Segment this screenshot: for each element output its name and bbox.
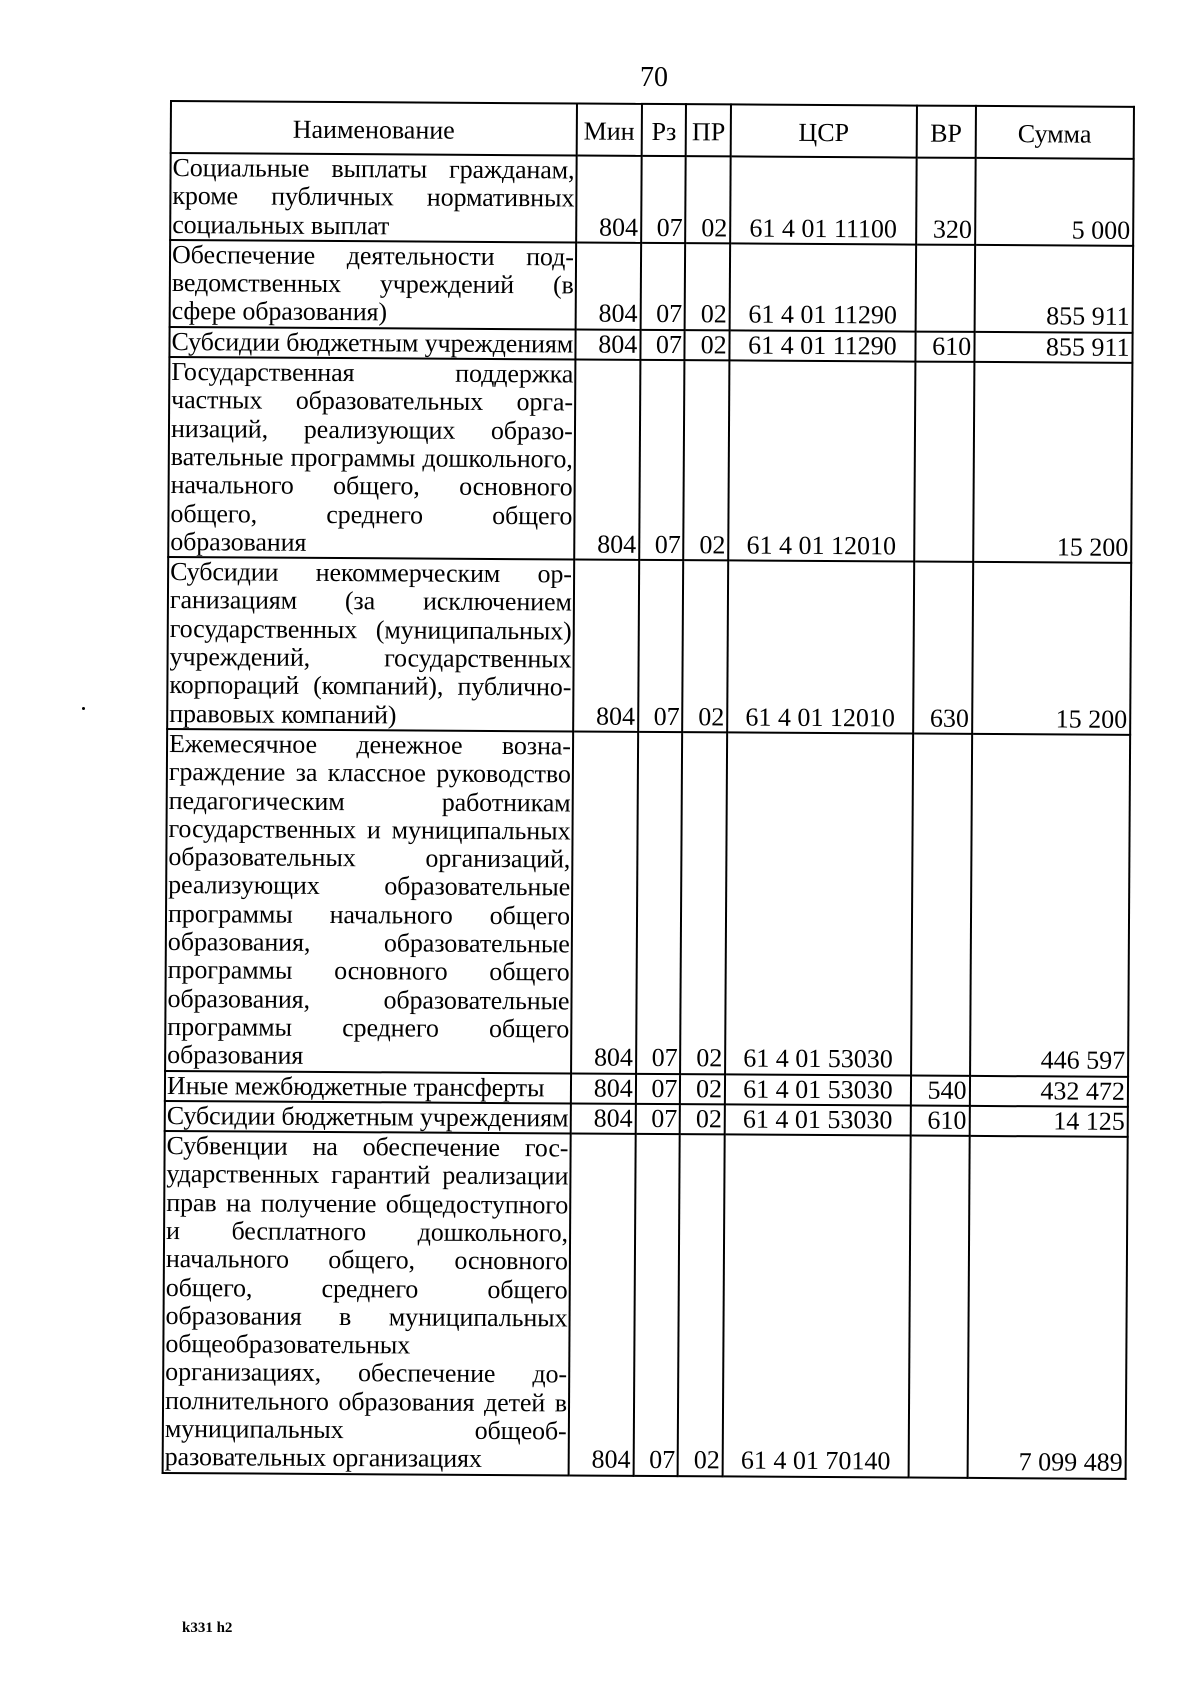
table-body [163, 153, 1134, 1479]
row-pr: 02 [685, 330, 730, 361]
row-vr [915, 244, 974, 331]
row-csr: 61 4 01 70140 [723, 1135, 911, 1478]
row-vr [908, 1136, 969, 1478]
row-pr: 02 [685, 243, 730, 330]
header-name: Наименование [171, 101, 577, 155]
header-rz: Рз [641, 104, 686, 156]
table-row [168, 357, 1132, 563]
row-sum: 855 911 [974, 245, 1133, 333]
row-pr: 02 [680, 1074, 725, 1105]
header-pr: ПР [686, 104, 731, 156]
header-vr: ВР [916, 106, 975, 158]
row-min: 804 [571, 1073, 636, 1104]
row-rz: 07 [640, 243, 685, 330]
row-csr: 61 4 01 11100 [730, 156, 916, 244]
scan-speck [82, 707, 85, 710]
header-min: Мин [577, 103, 642, 155]
row-min: 804 [576, 155, 641, 242]
page-number: 70 [640, 62, 668, 93]
row-pr: 02 [681, 732, 728, 1074]
header-csr: ЦСР [731, 104, 917, 157]
document-code: k331 h2 [182, 1620, 233, 1636]
row-sum: 855 911 [974, 332, 1133, 363]
row-min: 804 [571, 1103, 636, 1134]
row-csr: 61 4 01 11290 [730, 243, 916, 331]
row-rz: 07 [636, 1073, 681, 1104]
table-row [170, 240, 1134, 333]
row-min: 804 [575, 329, 640, 360]
row-min: 804 [575, 242, 640, 329]
table-row [167, 557, 1131, 735]
row-rz: 07 [638, 560, 684, 732]
row-name: Иные межбюджетные трансферты [165, 1070, 571, 1103]
row-name: Субсидии некоммерческим организациям (за исключением государственных (муниципальных) учреждений, государственных корпораций (компаний), публично-правовых компаний) [167, 557, 574, 731]
row-vr: 610 [910, 1105, 969, 1136]
table-row [170, 153, 1134, 246]
row-name: Субвенции на обеспечение государственных гарантий реализации прав на получение общедоступного и бесплатного дошкольного, начального общего, основного общего, среднего общего образования в муниципальных общеобразовательных организациях, обеспечение дополнительного образования детей в муниципальных общеобразовательных организациях [163, 1131, 571, 1475]
row-rz: 07 [639, 360, 685, 560]
row-name: Государственная поддержка частных образовательных организаций, реализующих образовательные программы дошкольного, начального общего, основного общего, среднего общего образования [168, 357, 575, 560]
row-min: 804 [573, 560, 639, 732]
row-rz: 07 [640, 330, 685, 361]
row-csr: 61 4 01 53030 [725, 732, 913, 1075]
row-pr: 02 [680, 1104, 725, 1135]
row-vr [911, 733, 972, 1075]
row-min: 804 [574, 360, 640, 560]
budget-table [162, 100, 1135, 1480]
row-vr [914, 362, 974, 562]
table-header [171, 101, 1134, 159]
row-csr: 61 4 01 12010 [727, 561, 914, 734]
row-rz: 07 [641, 156, 686, 243]
row-sum: 446 597 [970, 734, 1130, 1077]
row-pr: 02 [678, 1134, 725, 1476]
row-vr: 630 [913, 562, 973, 734]
row-vr: 320 [916, 158, 975, 245]
row-csr: 61 4 01 11290 [730, 330, 916, 361]
row-name: Субсидии бюджетным учреждениям [169, 327, 575, 360]
row-vr: 540 [911, 1075, 970, 1106]
row-min: 804 [568, 1134, 635, 1476]
header-row [171, 101, 1134, 159]
table-row [163, 1131, 1128, 1478]
row-sum: 432 472 [970, 1075, 1129, 1106]
row-csr: 61 4 01 12010 [728, 361, 915, 562]
row-name: Субсидии бюджетным учреждениям [165, 1101, 571, 1134]
row-rz: 07 [636, 732, 683, 1074]
row-sum: 15 200 [972, 562, 1131, 735]
row-rz: 07 [636, 1104, 681, 1135]
row-sum: 5 000 [975, 158, 1134, 246]
row-sum: 14 125 [969, 1106, 1128, 1137]
header-sum: Сумма [975, 106, 1134, 159]
row-name: Социальные выплаты гражданам, кроме публичных нормативных социальных выплат [170, 153, 576, 242]
row-csr: 61 4 01 53030 [725, 1074, 911, 1105]
row-pr: 02 [683, 560, 729, 732]
table-row [165, 729, 1130, 1076]
row-pr: 02 [684, 360, 730, 560]
row-csr: 61 4 01 53030 [725, 1104, 911, 1135]
row-pr: 02 [686, 156, 731, 243]
row-sum: 7 099 489 [967, 1136, 1127, 1479]
row-name: Обеспечение деятельности подведомственных учреждений (в сфере образования) [170, 240, 576, 329]
row-vr: 610 [915, 331, 974, 362]
row-sum: 15 200 [973, 362, 1133, 563]
row-rz: 07 [633, 1134, 680, 1476]
row-min: 804 [571, 731, 638, 1073]
row-name: Ежемесячное денежное вознаграждение за классное руководство педагогическим работникам государственных и муниципальных образовательных организаций, реализующих образовательные программы начального общего образования, образовательные программы основного общего образования, образовательные программы среднего общего образования [165, 729, 573, 1073]
